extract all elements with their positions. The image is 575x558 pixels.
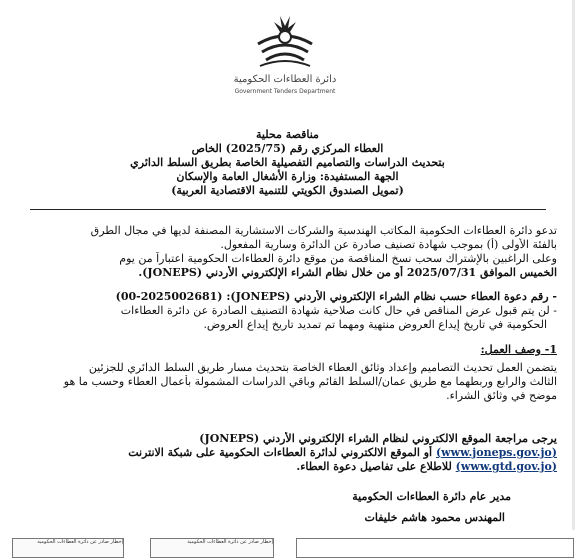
- thumbnail-preview[interactable]: إخطار صادر عن دائرة العطاءات الحكومية: [150, 538, 274, 558]
- tender-number: العطاء المركزي رقم (2025/75) الخاص: [191, 142, 384, 155]
- signature-title: مدير عام دائرة العطاءات الحكومية: [352, 490, 511, 503]
- section-line: موضح في وثائق الشراء.: [446, 389, 557, 402]
- section-line: الثالث والرابع وربطهما مع طريق عمان/السلط القائم وباقي الدراسات المشمولة بأعمال العطاء وحسب ما هو: [63, 375, 557, 388]
- section-divider: [30, 209, 546, 210]
- intro-line: الخميس الموافق 2025/07/31 أو من خلال نظام الشراء الإلكتروني الأردني (JONEPS).: [138, 266, 557, 279]
- signature-name: المهندس محمود هاشم خليفات: [364, 511, 505, 524]
- tender-type: مناقصة محلية: [256, 128, 319, 141]
- referral-line: [17, 446, 557, 460]
- beneficiary: الجهة المستفيدة: وزارة الأشغال العامة والإسكان: [176, 170, 399, 183]
- section-heading: 1- وصف العمل:: [480, 343, 557, 356]
- referral-paragraph: [17, 432, 557, 474]
- referral-text: أو الموقع الالكتروني لدائرة العطاءات الحكومية على شبكة الانترنت: [128, 446, 436, 459]
- referral-line: [17, 460, 557, 474]
- section-line: يتضمن العمل تحديث التصاميم وإعداد وثائق العطاء الخاصة بتحديث مسار طريق السلط الدائري للجزئين: [88, 361, 557, 374]
- intro-paragraph: [17, 224, 557, 280]
- gtd-link[interactable]: (www.gtd.gov.jo): [455, 460, 557, 473]
- funding-source: (تمويل الصندوق الكويتي للتنمية الاقتصادية العربية): [171, 184, 404, 197]
- bullet-item-continued: الحكومية في تاريخ إيداع العروض منتهية ومهما تم تمديد تاريخ إيداع العروض.: [203, 318, 547, 331]
- department-name-arabic: دائرة العطاءات الحكومية: [233, 74, 337, 85]
- bullet-item: - لن يتم قبول عرض المناقص في حال كانت صلاحية شهادة التصنيف الصادرة عن دائرة العطاءات: [120, 304, 557, 317]
- joneps-link[interactable]: (www.joneps.gov.jo): [435, 446, 557, 459]
- bullet-item: - رقم دعوة العطاء حسب نظام الشراء الإلكتروني الأردني (JONEPS): (00-2025002681): [115, 290, 557, 303]
- intro-line: تدعو دائرة العطاءات الحكومية المكاتب الهندسية والشركات الاستشارية المصنفة لديها في مجال الطرق: [90, 224, 557, 237]
- intro-line: وعلى الراغبين بالإشتراك سحب نسخ المناقصة من موقع دائرة العطاءات الحكومية اعتباراً من يوم: [119, 252, 557, 265]
- referral-line: يرجى مراجعة الموقع الالكتروني لنظام الشراء الإلكتروني الأردني (JONEPS): [199, 432, 557, 445]
- thumbnail-preview[interactable]: إخطار صادر عن دائرة العطاءات الحكومية: [12, 538, 124, 558]
- intro-line: بالفئة الأولى (أ) بموجب شهادة تصنيف صادرة عن الدائرة وسارية المفعول.: [220, 238, 557, 251]
- bullet-list: [17, 290, 557, 332]
- thumbnail-preview-blank[interactable]: [296, 538, 574, 558]
- government-tenders-logo-icon: [250, 10, 320, 72]
- tender-subject: بتحديث الدراسات والتصاميم التفصيلية الخاصة بطريق السلط الدائري: [130, 156, 445, 169]
- referral-text: للاطلاع على تفاصيل دعوة العطاء.: [296, 460, 456, 473]
- department-name-english: Government Tenders Department: [234, 88, 336, 95]
- work-description-section: [17, 343, 557, 403]
